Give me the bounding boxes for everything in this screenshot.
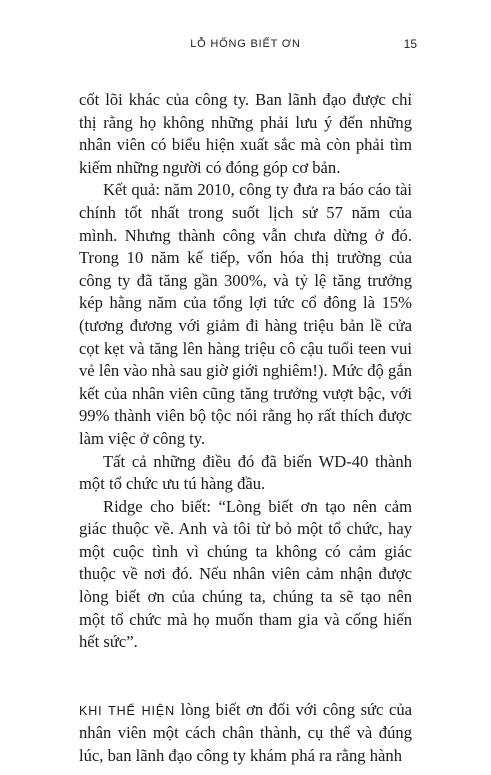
- section-opening-paragraph: [79, 699, 412, 768]
- paragraph-3: Tất cả những điều đó đã biến WD-40 thành một tổ chức ưu tú hàng đầu.: [79, 451, 412, 494]
- paragraph-2: Kết quả: năm 2010, công ty đưa ra báo cáo tài chính tốt nhất trong suốt lịch sử 57 năm của mình. Nhưng thành công vẫn chưa dừng ở đó. Trong 10 năm kế tiếp, vốn hóa thị trường của công ty đã tăng gần 300%, và tỷ lệ tăng trưởng kép hằng năm của tổng lợi tức cổ đông là 15% (tương đương với giảm đi hàng triệu bản lề cửa cọt kẹt và tăng lên hàng triệu cô cậu tuổi teen vui vẻ lên vào nhà sau giờ giới nghiêm!). Mức độ gắn kết của nhân viên cũng tăng trưởng vượt bậc, với 99% thành viên bộ tộc nói rằng họ rất thích được làm việc ở công ty.: [79, 180, 412, 448]
- section-lead-in: KHI THỂ HIỆN: [79, 703, 176, 718]
- running-title: LỖ HỔNG BIẾT ƠN: [190, 38, 301, 50]
- paragraph-4: Ridge cho biết: “Lòng biết ơn tạo nên cảm giác thuộc về. Anh và tôi từ bỏ một tổ chức, hay một cuộc tình vì chúng ta không có cảm giác thuộc về nơi đó. Nếu nhân viên cảm nhận được lòng biết ơn của chúng ta, chúng ta sẽ tạo nên một tổ chức mà họ muốn tham gia và cống hiến hết sức”.: [79, 496, 412, 652]
- body-text: [79, 89, 412, 768]
- section-opening-text: lòng biết ơn đối với công sức của nhân viên một cách chân thành, cụ thể và đúng lúc, ban lãnh đạo công ty khám phá ra rằng hành: [79, 699, 412, 766]
- page-number: 15: [403, 37, 417, 51]
- paragraph-1: cốt lõi khác của công ty. Ban lãnh đạo được chỉ thị rằng họ không những phải lưu ý đến những nhân viên có biểu hiện xuất sắc mà còn phải tìm kiếm những người có đóng góp cơ bản.: [79, 90, 412, 177]
- section-break: [79, 654, 412, 699]
- running-header: [0, 38, 491, 54]
